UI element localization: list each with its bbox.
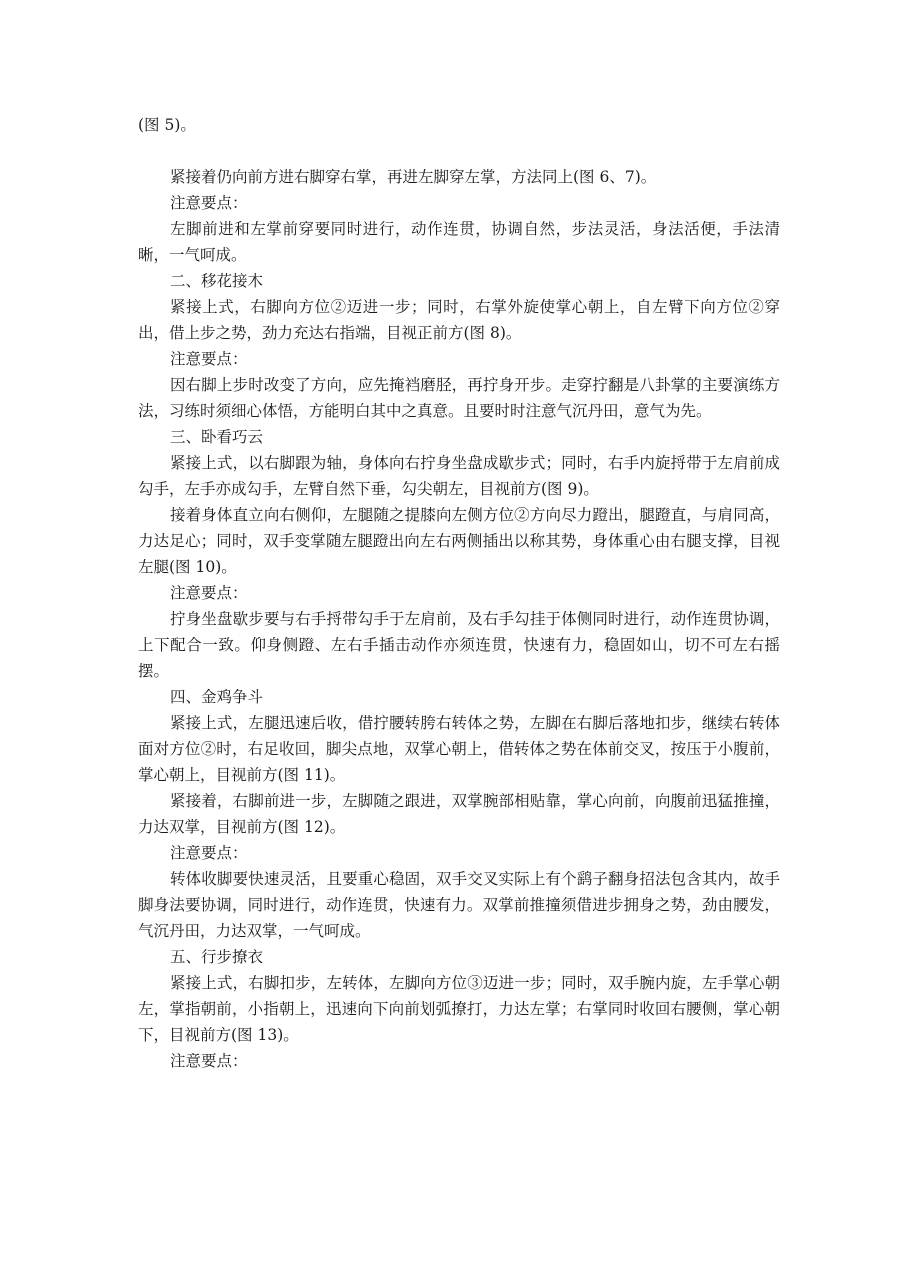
paragraph: 紧接上式，右脚向方位②迈进一步；同时，右掌外旋使掌心朝上，自左臂下向方位②穿出，借上步之势，劲力充达右指端，目视正前方(图 8)。	[138, 298, 780, 342]
section-heading: 三、卧看巧云	[170, 428, 264, 446]
section-heading: 四、金鸡争斗	[170, 688, 264, 706]
paragraph: 拧身坐盘歇步要与右手捋带勾手于左肩前，及右手勾挂于体侧同时进行，动作连贯协调，上下配合一致。仰身侧蹬、左右手插击动作亦须连贯，快速有力，稳固如山，切不可左右摇摆。	[138, 610, 780, 680]
note-label: 注意要点：	[170, 194, 248, 212]
paragraph-spacer	[138, 138, 780, 164]
document-body	[138, 112, 780, 1074]
paragraph: 紧接上式，以右脚跟为轴，身体向右拧身坐盘成歇步式；同时，右手内旋捋带于左肩前成勾手，左手亦成勾手，左臂自然下垂，勾尖朝左，目视前方(图 9)。	[138, 454, 780, 498]
paragraph: 紧接上式，右脚扣步，左转体，左脚向方位③迈进一步；同时，双手腕内旋，左手掌心朝左，掌指朝前，小指朝上，迅速向下向前划弧撩打，力达左掌；右掌同时收回右腰侧，掌心朝下，目视前方(图 13)。	[138, 974, 780, 1044]
paragraph: 紧接着仍向前方进右脚穿右掌，再进左脚穿左掌，方法同上(图 6、7)。	[170, 168, 657, 186]
paragraph: 转体收脚要快速灵活，且要重心稳固，双手交叉实际上有个鹞子翻身招法包含其内，故手脚身法要协调，同时进行，动作连贯，快速有力。双掌前推撞须借进步拥身之势，劲由腰发，气沉丹田，力达双掌，一气呵成。	[138, 870, 780, 940]
note-label: 注意要点：	[170, 584, 248, 602]
paragraph: 紧接着，右脚前进一步，左脚随之跟进，双掌腕部相贴靠，掌心向前，向腹前迅猛推撞，力达双掌，目视前方(图 12)。	[138, 792, 780, 836]
paragraph: 紧接上式，左腿迅速后收，借拧腰转胯右转体之势，左脚在右脚后落地扣步，继续右转体面对方位②时，右足收回，脚尖点地，双掌心朝上，借转体之势在体前交叉，按压于小腹前，掌心朝上，目视前方(图 11)。	[138, 714, 780, 784]
note-label: 注意要点：	[170, 844, 248, 862]
paragraph: 左脚前进和左掌前穿要同时进行，动作连贯，协调自然，步法灵活，身法活便，手法清晰，一气呵成。	[138, 220, 780, 264]
paragraph: (图 5)。	[138, 116, 196, 134]
section-heading: 五、行步撩衣	[170, 948, 264, 966]
paragraph: 因右脚上步时改变了方向，应先掩裆磨胫，再拧身开步。走穿拧翻是八卦掌的主要演练方法，习练时须细心体悟，方能明白其中之真意。且要时时注意气沉丹田，意气为先。	[138, 376, 780, 420]
note-label: 注意要点：	[170, 350, 248, 368]
note-label: 注意要点：	[170, 1052, 248, 1070]
section-heading: 二、移花接木	[170, 272, 264, 290]
paragraph: 接着身体直立向右侧仰，左腿随之提膝向左侧方位②方向尽力蹬出，腿蹬直，与肩同高，力达足心；同时，双手变掌随左腿蹬出向左右两侧插出以称其势，身体重心由右腿支撑，目视左腿(图 10)。	[138, 506, 780, 576]
